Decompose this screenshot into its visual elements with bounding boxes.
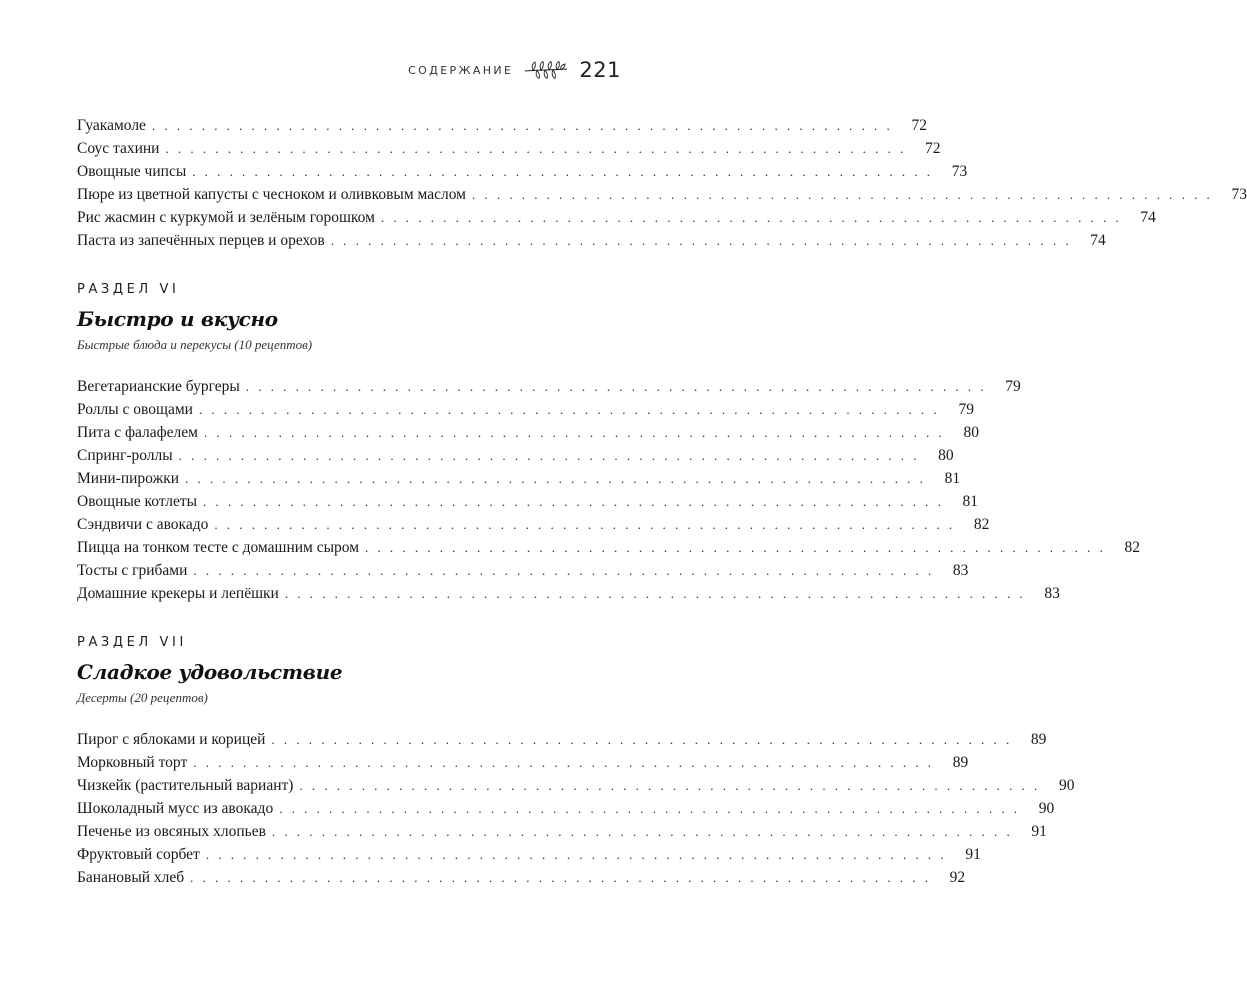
toc-entry: [77, 375, 1021, 398]
toc-entry-title: Соус тахини: [77, 140, 160, 157]
dot-leader: ............................................................: [203, 425, 951, 440]
running-header-label: СОДЕРЖАНИЕ: [408, 63, 514, 77]
toc-entry-page: 91: [965, 846, 981, 863]
section-label: РАЗДЕЛ VI: [77, 282, 180, 297]
toc-entry-title: Сэндвичи с авокадо: [77, 516, 209, 533]
dot-leader: ............................................................: [151, 118, 899, 133]
toc-entry-page: 79: [958, 401, 974, 418]
dot-leader: ............................................................: [193, 755, 941, 770]
dot-leader: ............................................................: [330, 233, 1078, 248]
toc-entry: [77, 206, 1156, 229]
toc-entry-title: Спринг-роллы: [77, 447, 173, 464]
section-subtitle: Десерты (20 рецептов): [77, 690, 208, 705]
page-number: 221: [579, 58, 621, 82]
toc-entry: [77, 229, 1106, 252]
toc-entry: [77, 490, 979, 513]
toc-entry-title: Рис жасмин с куркумой и зелёным горошком: [77, 209, 375, 226]
toc-entry-page: 89: [1030, 731, 1047, 748]
toc-entry-title: Пита с фалафелем: [77, 424, 198, 441]
dot-leader: ............................................................: [205, 847, 953, 862]
toc-entry-page: 81: [944, 470, 961, 487]
toc-entry-page: 89: [952, 754, 969, 771]
toc-entry: [77, 398, 974, 421]
toc-entry: [77, 513, 990, 536]
dot-leader: ............................................................: [271, 824, 1019, 839]
dot-leader: ............................................................: [365, 540, 1113, 555]
dot-leader: ............................................................: [214, 517, 962, 532]
toc-entry-title: Паста из запечённых перцев и орехов: [77, 232, 325, 249]
section-label: РАЗДЕЛ VII: [77, 635, 187, 650]
dot-leader: ............................................................: [192, 164, 940, 179]
toc-entry: [77, 467, 961, 490]
dot-leader: ............................................................: [271, 732, 1019, 747]
dot-leader: ............................................................: [198, 402, 946, 417]
section-entry-list: [77, 728, 1075, 889]
toc-entry-page: 79: [1005, 378, 1021, 395]
dot-leader: ............................................................: [245, 379, 993, 394]
dot-leader: ............................................................: [284, 586, 1032, 601]
toc-entry-page: 91: [1031, 823, 1047, 840]
dot-leader: ............................................................: [380, 210, 1128, 225]
toc-entry-title: Роллы с овощами: [77, 401, 193, 418]
dot-leader: ............................................................: [165, 141, 913, 156]
toc-entry-title: Чизкейк (растительный вариант): [77, 777, 294, 794]
toc-entry-page: 73: [951, 163, 968, 180]
dot-leader: ............................................................: [203, 494, 951, 509]
toc-entry-title: Домашние крекеры и лепёшки: [77, 585, 279, 602]
toc-entry-page: 81: [962, 493, 979, 510]
toc-entry-title: Фруктовый сорбет: [77, 846, 200, 863]
toc-section: [77, 635, 1075, 889]
dot-leader: ............................................................: [471, 187, 1219, 202]
toc-entry: [77, 797, 1055, 820]
toc-entry-title: Гуакамоле: [77, 117, 146, 134]
toc-entry-page: 83: [1044, 585, 1060, 602]
section-subtitle: Быстрые блюда и перекусы (10 рецептов): [77, 337, 313, 352]
toc-entry-page: 82: [1124, 539, 1141, 556]
toc-entry-page: 80: [963, 424, 979, 441]
toc-entry: [77, 444, 954, 467]
toc-entry-page: 90: [1058, 777, 1075, 794]
toc-entry: [77, 820, 1047, 843]
toc-entry-title: Пирог с яблоками и корицей: [77, 731, 266, 748]
running-header: [408, 58, 621, 82]
table-of-contents: [77, 114, 1247, 889]
toc-entry-page: 73: [1231, 186, 1247, 203]
toc-entry-title: Вегетарианские бургеры: [77, 378, 240, 395]
dot-leader: ............................................................: [190, 870, 938, 885]
toc-entry-page: 83: [952, 562, 969, 579]
toc-entry-page: 74: [1140, 209, 1156, 226]
toc-entry-title: Тосты с грибами: [77, 562, 188, 579]
dot-leader: ............................................................: [299, 778, 1047, 793]
toc-entry-page: 82: [973, 516, 990, 533]
dot-leader: ............................................................: [185, 471, 933, 486]
dot-leader: ............................................................: [178, 448, 926, 463]
toc-entry-title: Шоколадный мусс из авокадо: [77, 800, 274, 817]
toc-entry-title: Печенье из овсяных хлопьев: [77, 823, 266, 840]
dot-leader: ............................................................: [279, 801, 1027, 816]
toc-entry: [77, 843, 981, 866]
toc-entry-page: 92: [949, 869, 966, 886]
section-title: Быстро и вкусно: [77, 307, 278, 331]
dot-leader: ............................................................: [193, 563, 941, 578]
toc-entry-title: Овощные котлеты: [77, 493, 198, 510]
toc-entry-title: Пицца на тонком тесте с домашним сыром: [77, 539, 360, 556]
section-title: Сладкое удовольствие: [77, 660, 343, 684]
toc-entry-title: Мини-пирожки: [77, 470, 180, 487]
section-list: [77, 282, 1141, 889]
toc-entry: [77, 183, 1247, 206]
leafy-branch-icon: [523, 59, 569, 81]
intro-entry-list: [77, 114, 1247, 252]
toc-entry-page: 72: [911, 117, 927, 134]
toc-entry: [77, 774, 1075, 797]
toc-entry: [77, 421, 979, 444]
toc-entry: [77, 137, 941, 160]
toc-entry: [77, 728, 1047, 751]
toc-section: [77, 282, 1141, 605]
toc-entry-title: Пюре из цветной капусты с чесноком и оливковым маслом: [77, 186, 466, 203]
toc-entry-page: 80: [938, 447, 954, 464]
toc-entry: [77, 866, 966, 889]
toc-entry-page: 74: [1090, 232, 1106, 249]
toc-entry: [77, 114, 927, 137]
section-entry-list: [77, 375, 1141, 605]
toc-entry-title: Банановый хлеб: [77, 869, 185, 886]
toc-entry-title: Морковный торт: [77, 754, 188, 771]
toc-entry: [77, 536, 1141, 559]
toc-entry: [77, 582, 1060, 605]
toc-entry: [77, 559, 969, 582]
toc-entry: [77, 751, 969, 774]
toc-entry: [77, 160, 968, 183]
toc-entry-page: 90: [1038, 800, 1055, 817]
toc-entry-page: 72: [924, 140, 941, 157]
toc-entry-title: Овощные чипсы: [77, 163, 187, 180]
